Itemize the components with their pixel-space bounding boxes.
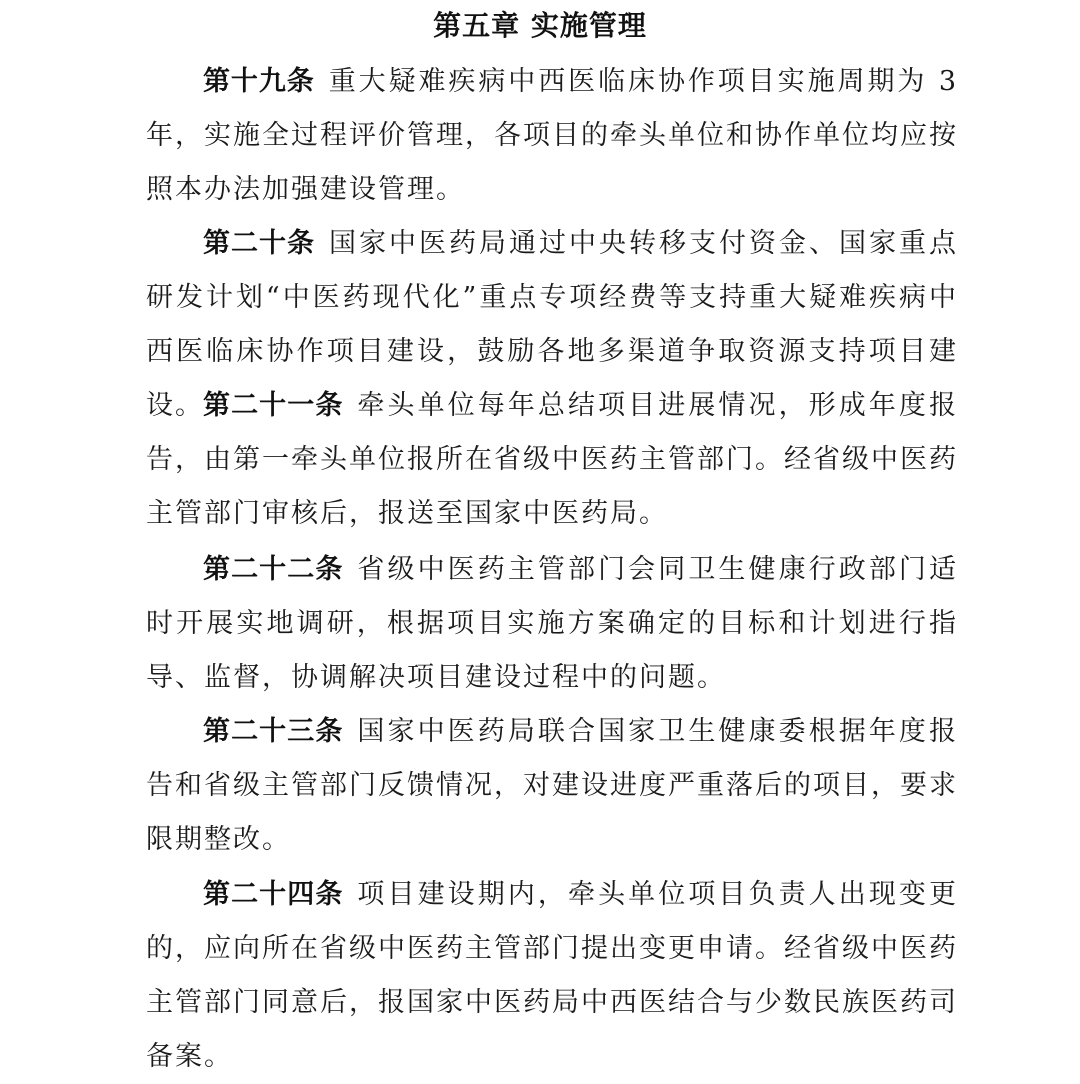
article-text: 重大疑难疾病中西医临床协作项目实施周期为 3 年，实施全过程评价管理，各项目的牵头单位和协作单位均应按照本办法加强建设管理。 <box>146 66 958 205</box>
article-23 <box>146 705 958 867</box>
article-label: 第二十三条 <box>203 716 344 747</box>
article-label: 第二十一条 <box>203 390 344 421</box>
article-22 <box>146 543 958 705</box>
article-text: 省级中医药主管部门会同卫生健康行政部门适时开展实地调研，根据项目实施方案确定的目标和计划进行指导、监督，协调解决项目建设过程中的问题。 <box>146 554 959 693</box>
article-label: 第十九条 <box>203 66 315 97</box>
article-text: 牵头单位每年总结项目进展情况，形成年度报告，由第一牵头单位报所在省级中医药主管部门。经省级中医药主管部门审核后，报送至国家中医药局。 <box>146 390 959 529</box>
article-21 <box>146 379 958 541</box>
article-label: 第二十二条 <box>203 554 344 585</box>
article-19 <box>146 55 958 217</box>
article-text: 项目建设期内，牵头单位项目负责人出现变更的，应向所在省级中医药主管部门提出变更申请。经省级中医药主管部门同意后，报国家中医药局中西医结合与少数民族医药司备案。 <box>146 879 959 1072</box>
chapter-title: 第五章 实施管理 <box>433 9 647 42</box>
article-text: 国家中医药局联合国家卫生健康委根据年度报告和省级主管部门反馈情况，对建设进度严重落后的项目，要求限期整改。 <box>146 716 959 855</box>
article-24 <box>146 868 958 1084</box>
article-label: 第二十条 <box>203 228 315 259</box>
article-text: 国家中医药局通过中央转移支付资金、国家重点研发计划“中医药现代化”重点专项经费等支持重大疑难疾病中西医临床协作项目建设，鼓励各地多渠道争取资源支持项目建设。 <box>146 228 958 421</box>
article-label: 第二十四条 <box>203 879 344 910</box>
